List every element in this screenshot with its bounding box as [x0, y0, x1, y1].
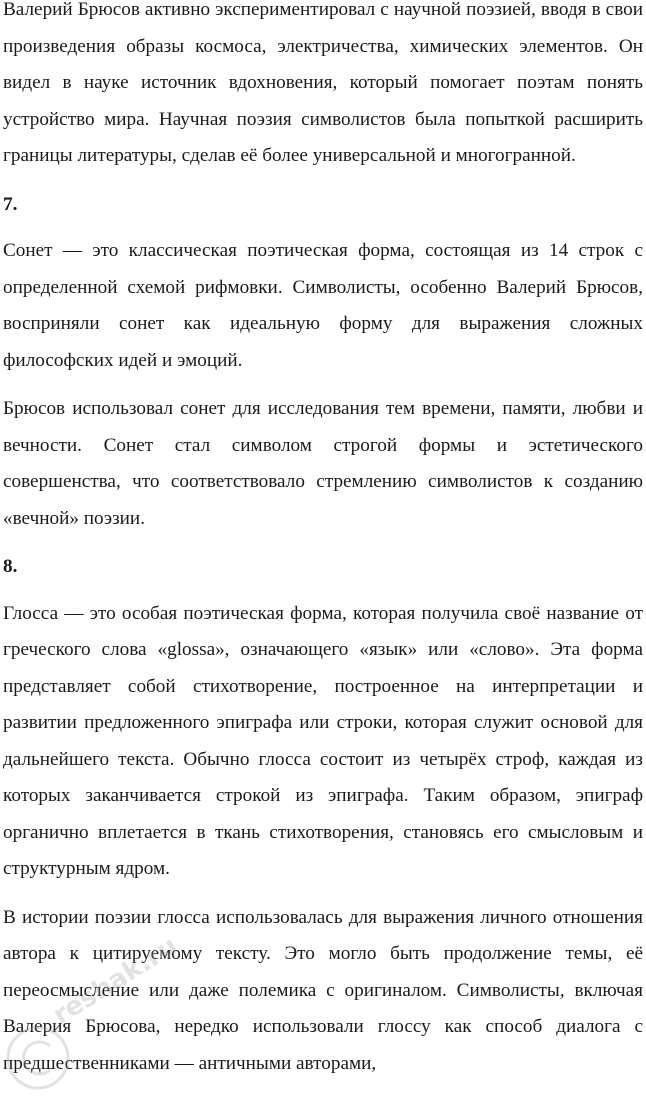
- section-heading-7: 7.: [3, 193, 18, 215]
- paragraph-scientific-poetry: Валерий Брюсов активно экспериментировал с научной поэзией, вводя в свои произведения образы космоса, электричества, химических элементов. Он видел в науке источник вдохновения, который помогает поэтам понять устройство мира. Научная поэзия символистов была попыткой расширить границы литературы, сделав её более универсальной и многогранной.: [3, 0, 643, 166]
- section-heading-8: 8.: [3, 556, 18, 577]
- paragraph-glossa-definition: Глосса — это особая поэтическая форма, которая получила своё название от греческого слова «glossa», означающего «язык» или «слово». Эта форма представляет собой стихотворение, построенное на интерпретации и развитии предложенного эпиграфа или строки, которая служит основой для дальнейшего текста. Обычно глосса состоит из четырёх строф, каждая из которых заканчивается строкой из эпиграфа. Таким образом, эпиграф органично вплетается в ткань стихотворения, становясь его смысловым и структурным ядром.: [3, 602, 643, 879]
- paragraph-sonnet-definition: Сонет — это классическая поэтическая форма, состоящая из 14 строк с определенной схемой рифмовки. Символисты, особенно Валерий Брюсов, восприняли сонет как идеальную форму для выражения сложных философских идей и эмоций.: [3, 240, 643, 371]
- paragraph-glossa-history: В истории поэзии глосса использовалась для выражения личного отношения автора к цитируемому тексту. Это могло быть продолжение темы, её переосмысление или даже полемика с оригиналом. Символисты, включая Валерия Брюсова, нередко использовали глоссу как способ диалога с предшественниками — античными авторами,: [3, 906, 643, 1074]
- watermark-text: reshak.ru: [47, 931, 183, 1031]
- paragraph-bryusov-sonnet: Брюсов использовал сонет для исследования тем времени, памяти, любви и вечности. Сонет стал символом строгой формы и эстетического совершенства, что соответствовало стремлению символистов к созданию «вечной» поэзии.: [3, 398, 643, 529]
